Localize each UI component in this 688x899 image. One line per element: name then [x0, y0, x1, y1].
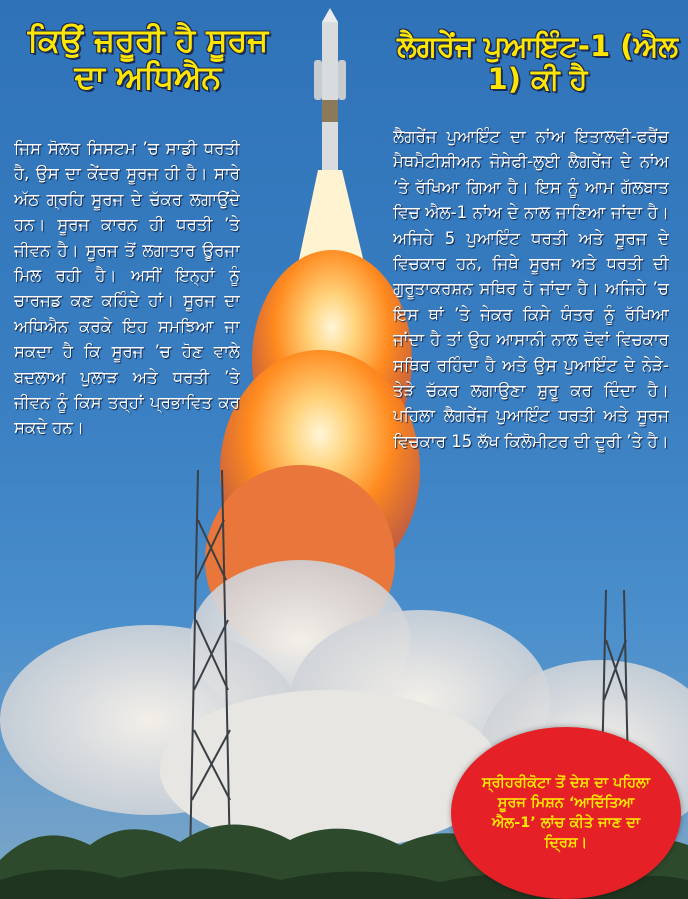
right-body-text: ਲੈਗਰੇਂਜ ਪੁਆਇੰਟ ਦਾ ਨਾਂਅ ਇਤਾਲਵੀ-ਫਰੈਂਚ ਮੈਥਮੈਟੀਸ਼ੀਅਨ ਜੋਸੇਫੀ-ਲੁਈ ਲੈਗਰੇਂਜ ਦੇ ਨਾਂਅ ’ਤੇ ਰੱਖਿਆ ਗਿਆ ਹੈ। ਇਸ ਨੂੰ ਆਮ ਗੱਲਬਾਤ ਵਿਚ ਐਲ-1 ਨਾਂਅ ਦੇ ਨਾਲ ਜਾਣਿਆ ਜਾਂਦਾ ਹੈ। ਅਜਿਹੇ 5 ਪੁਆਇੰਟ ਧਰਤੀ ਅਤੇ ਸੂਰਜ ਦੇ ਵਿਚਕਾਰ ਹਨ, ਜਿਥੇ ਸੂਰਜ ਅਤੇ ਧਰਤੀ ਦੀ ਗੁਰੂਤਾਕਰਸ਼ਨ ਸਥਿਰ ਹੋ ਜਾਂਦਾ ਹੈ। ਅਜਿਹੇ ’ਚ ਇਸ ਥਾਂ ’ਤੇ ਜੇਕਰ ਕਿਸੇ ਯੰਤਰ ਨੂੰ ਰੱਖਿਆ ਜਾਂਦਾ ਹੈ ਤਾਂ ਉਹ ਆਸਾਨੀ ਨਾਲ ਦੋਵਾਂ ਵਿਚਕਾਰ ਸਥਿਰ ਰਹਿੰਦਾ ਹੈ ਅਤੇ ਉਸ ਪੁਆਇੰਟ ਦੇ ਨੇੜੇ-ਤੇੜੇ ਚੱਕਰ ਲਗਾਉਣਾ ਸ਼ੁਰੂ ਕਰ ਦਿੰਦਾ ਹੈ। ਪਹਿਲਾ ਲੈਗਰੇਂਜ ਪੁਆਇੰਟ ਧਰਤੀ ਅਤੇ ਸੂਰਜ ਵਿਚਕਾਰ 15 ਲੱਖ ਕਿਲੋਮੀਟਰ ਦੀ ਦੂਰੀ ’ਤੇ ਹੈ। — [393, 127, 669, 451]
left-body-text: ਜਿਸ ਸੋਲਰ ਸਿਸਟਮ ’ਚ ਸਾਡੀ ਧਰਤੀ ਹੈ, ਉਸ ਦਾ ਕੇਂਦਰ ਸੂਰਜ ਹੀ ਹੈ। ਸਾਰੇ ਅੱਠ ਗ੍ਰਹਿ ਸੂਰਜ ਦੇ ਚੱਕਰ ਲਗਾਉਂਦੇ ਹਨ। ਸੂਰਜ ਕਾਰਨ ਹੀ ਧਰਤੀ ’ਤੇ ਜੀਵਨ ਹੈ। ਸੂਰਜ ਤੋਂ ਲਗਾਤਾਰ ਊਰਜਾ ਮਿਲ ਰਹੀ ਹੈ। ਅਸੀਂ ਇਨ੍ਹਾਂ ਨੂੰ ਚਾਰਜਡ ਕਣ ਕਹਿੰਦੇ ਹਾਂ। ਸੂਰਜ ਦਾ ਅਧਿਐਨ ਕਰਕੇ ਇਹ ਸਮਝਿਆ ਜਾ ਸਕਦਾ ਹੈ ਕਿ ਸੂਰਜ ’ਚ ਹੋਣ ਵਾਲੇ ਬਦਲਾਅ ਪੁਲਾੜ ਅਤੇ ਧਰਤੀ ’ਤੇ ਜੀਵਨ ਨੂੰ ਕਿਸ ਤਰ੍ਹਾਂ ਪ੍ਰਭਾਵਿਤ ਕਰ ਸਕਦੇ ਹਨ। — [14, 139, 240, 438]
photo-caption: ਸ੍ਰੀਹਰੀਕੋਟਾ ਤੋਂ ਦੇਸ਼ ਦਾ ਪਹਿਲਾ ਸੂਰਜ ਮਿਸ਼ਨ ‘ਆਦਿੱਤਿਆ ਐਲ-1’ ਲਾਂਚ ਕੀਤੇ ਜਾਣ ਦਾ ਦ੍ਰਿਸ਼। — [482, 775, 650, 851]
rocket — [314, 8, 346, 172]
photo-caption-badge — [451, 727, 681, 899]
right-heading: ਲੈਗਰੇਂਜ ਪੁਆਇੰਟ-1 (ਐਲ 1) ਕੀ ਹੈ — [397, 29, 678, 97]
left-heading: ਕਿਉਂ ਜ਼ਰੂਰੀ ਹੈ ਸੂਰਜ ਦਾ ਅਧਿਐਨ — [27, 21, 269, 96]
